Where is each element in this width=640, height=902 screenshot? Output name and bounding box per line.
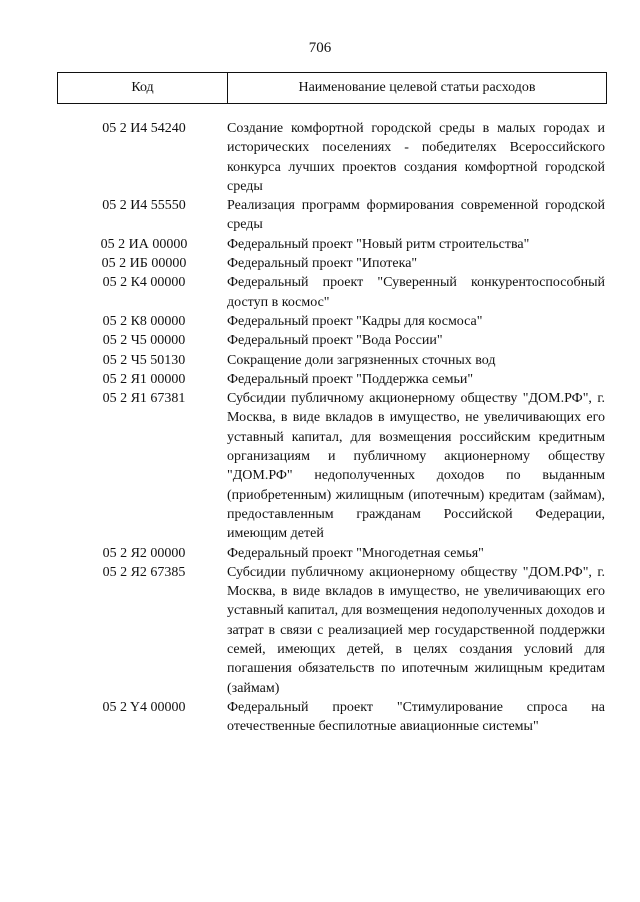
row-name: Федеральный проект "Кадры для космоса" — [227, 313, 483, 329]
row-code: 05 2 Ч5 00000 — [102, 333, 186, 349]
table-row — [57, 273, 607, 312]
table-row — [57, 312, 607, 331]
row-code: 05 2 И4 55550 — [102, 198, 186, 214]
table-row — [57, 351, 607, 370]
table-row — [57, 235, 607, 254]
row-name: Реализация программ формирования современной городской среды — [227, 198, 605, 233]
row-name: Сокращение доли загрязненных сточных вод — [227, 352, 496, 368]
row-code: 05 2 Y4 00000 — [102, 699, 186, 715]
row-name: Федеральный проект "Стимулирование спроса на отечественные беспилотные авиационные системы" — [227, 699, 605, 735]
table-row — [57, 119, 607, 196]
table-row — [57, 254, 607, 273]
row-code: 05 2 Я2 00000 — [102, 545, 186, 561]
page-number: 706 — [308, 40, 332, 56]
row-name: Федеральный проект "Новый ритм строительства" — [227, 236, 530, 252]
row-name: Федеральный проект "Многодетная семья" — [227, 545, 484, 561]
table-row — [57, 196, 607, 235]
row-name: Субсидии публичному акционерному обществу "ДОМ.РФ", г. Москва, в виде вкладов в имущество, не увеличивающих его уставный капитал, для возмещения российским кредитным организациям и публичному акционерному обществу "ДОМ.РФ" недополученных доходов по выданным (приобретенным) жилищным (ипотечным) кредитам (займам), предоставленным гражданам Российской Федерации, имеющим детей — [227, 391, 605, 542]
row-name: Федеральный проект "Суверенный конкурентоспособный доступ в космос" — [227, 275, 605, 310]
table-body — [57, 119, 607, 737]
row-name: Федеральный проект "Поддержка семьи" — [227, 371, 474, 387]
row-code: 05 2 К4 00000 — [102, 275, 186, 291]
table-row — [57, 698, 607, 737]
row-code: 05 2 Я2 67385 — [102, 564, 186, 580]
row-name: Субсидии публичному акционерному обществу "ДОМ.РФ", г. Москва, в виде вкладов в имущество, не увеличивающих его уставный капитал, для возмещения недополученных доходов и затрат в связи с реализацией мер государственной поддержки семей, имеющих детей, в целях создания условий для погашения обязательств по ипотечным жилищным кредитам (займам) — [227, 564, 605, 696]
row-name: Создание комфортной городской среды в малых городах и исторических поселениях - победителях Всероссийского конкурса лучших проектов создания комфортной городской среды — [227, 121, 605, 194]
row-code: 05 2 Я1 67381 — [102, 391, 186, 407]
table-row — [57, 544, 607, 563]
row-name: Федеральный проект "Вода России" — [227, 333, 443, 349]
row-code: 05 2 ИБ 00000 — [101, 256, 187, 272]
table-row — [57, 331, 607, 350]
header-code-column: Код — [58, 73, 228, 103]
row-name: Федеральный проект "Ипотека" — [227, 256, 418, 272]
row-code: 05 2 Ч5 50130 — [102, 352, 186, 368]
table-header — [57, 72, 607, 104]
header-name-column: Наименование целевой статьи расходов — [298, 80, 536, 95]
row-code: 05 2 Я1 00000 — [102, 371, 186, 387]
row-code: 05 2 ИА 00000 — [100, 236, 188, 252]
table-row — [57, 389, 607, 543]
table-row — [57, 563, 607, 698]
row-code: 05 2 К8 00000 — [102, 313, 186, 329]
table-row — [57, 370, 607, 389]
row-code: 05 2 И4 54240 — [102, 121, 186, 136]
